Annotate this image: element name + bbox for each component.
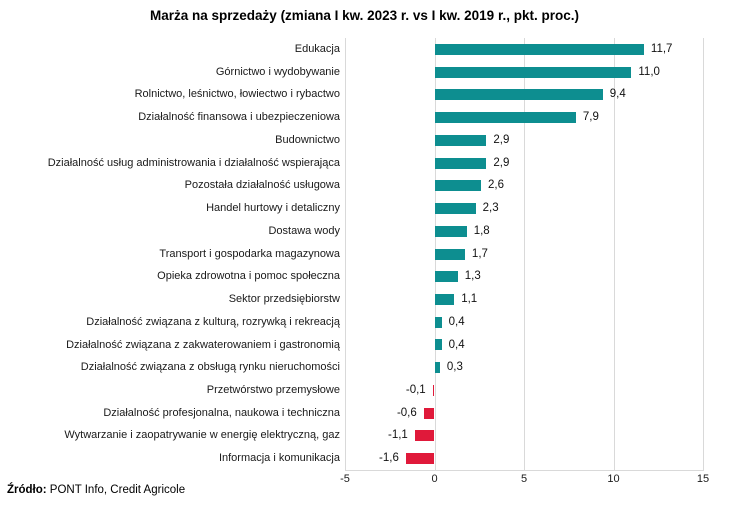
bar-cell <box>345 152 729 175</box>
value-label: -1,6 <box>379 452 399 465</box>
category-label: Informacja i komunikacja <box>218 452 340 465</box>
value-label: 0,4 <box>448 338 465 351</box>
x-tick-label: 15 <box>696 473 710 485</box>
bar-row <box>0 174 729 197</box>
bar-row <box>0 83 729 106</box>
bar-cell <box>345 129 729 152</box>
x-tick-label: 10 <box>607 473 620 485</box>
value-label: 11,0 <box>638 65 660 78</box>
x-axis-line <box>345 470 704 471</box>
bar <box>435 317 442 328</box>
value-label: 2,9 <box>493 133 510 146</box>
bar-cell <box>345 356 729 379</box>
bar-cell <box>345 243 729 266</box>
bar-cell <box>345 265 729 288</box>
value-label: 2,9 <box>493 156 510 169</box>
category-label: Działalność profesjonalna, naukowa i techniczna <box>103 406 340 419</box>
category-label: Dostawa wody <box>268 224 340 237</box>
bar-cell <box>345 311 729 334</box>
bar <box>435 44 644 55</box>
x-tick-label: 0 <box>431 473 438 485</box>
bar-row <box>0 447 729 470</box>
bar <box>424 408 435 419</box>
bar-row <box>0 38 729 61</box>
value-label: 9,4 <box>609 88 626 101</box>
bar-row <box>0 243 729 266</box>
x-tick-label: -5 <box>340 473 350 485</box>
bar-rows <box>0 38 729 470</box>
bar <box>435 158 487 169</box>
bar-cell <box>345 61 729 84</box>
value-label: 2,6 <box>488 179 505 192</box>
category-label: Górnictwo i wydobywanie <box>215 65 340 78</box>
bar-row <box>0 220 729 243</box>
chart-title: Marża na sprzedaży (zmiana I kw. 2023 r. vs I kw. 2019 r., pkt. proc.) <box>150 8 579 23</box>
bar <box>435 135 487 146</box>
bar-row <box>0 129 729 152</box>
bar <box>435 294 455 305</box>
category-label: Rolnictwo, leśnictwo, łowiectwo i rybactwo <box>134 88 340 101</box>
bar-chart <box>0 38 729 485</box>
bar-row <box>0 197 729 220</box>
bar-cell <box>345 379 729 402</box>
category-label: Edukacja <box>294 43 340 55</box>
bar-cell <box>345 174 729 197</box>
value-label: 1,1 <box>461 293 478 306</box>
bar <box>406 453 435 464</box>
source-label: Źródło: <box>7 484 47 496</box>
bar-row <box>0 356 729 379</box>
bar-cell <box>345 106 729 129</box>
bar-row <box>0 265 729 288</box>
bar-row <box>0 311 729 334</box>
source-text: PONT Info, Credit Agricole <box>46 484 186 496</box>
bar <box>435 362 440 373</box>
value-label: 1,3 <box>464 270 481 283</box>
bar-row <box>0 106 729 129</box>
bar <box>435 339 442 350</box>
category-label: Działalność finansowa i ubezpieczeniowa <box>138 111 340 124</box>
value-label: 11,7 <box>650 43 673 55</box>
bar <box>435 226 467 237</box>
bar <box>435 271 458 282</box>
x-tick-label: 5 <box>520 473 528 485</box>
bar <box>435 180 482 191</box>
bar-cell <box>345 424 729 447</box>
value-label: -0,6 <box>396 406 417 419</box>
bar-cell <box>345 83 729 106</box>
category-label: Transport i gospodarka magazynowa <box>159 247 340 260</box>
bar-row <box>0 424 729 447</box>
value-label: -1,1 <box>387 429 408 442</box>
value-label: 2,3 <box>482 202 499 215</box>
bar-row <box>0 61 729 84</box>
bar-row <box>0 379 729 402</box>
bar <box>433 385 435 396</box>
bar-row <box>0 402 729 425</box>
bar <box>435 249 465 260</box>
category-label: Działalność związana z obsługą rynku nieruchomości <box>80 361 340 374</box>
bar <box>435 67 632 78</box>
bar-row <box>0 334 729 357</box>
category-label: Wytwarzanie i zaopatrywanie w energię elektryczną, gaz <box>64 429 340 442</box>
value-label: 0,4 <box>448 315 465 328</box>
bar-cell <box>345 402 729 425</box>
category-label: Opieka zdrowotna i pomoc społeczna <box>157 270 340 283</box>
bar-cell <box>345 197 729 220</box>
category-label: Handel hurtowy i detaliczny <box>206 202 340 215</box>
value-label: 7,9 <box>582 111 599 124</box>
category-label: Budownictwo <box>275 133 340 146</box>
bar-cell <box>345 220 729 243</box>
category-label: Pozostała działalność usługowa <box>184 179 340 192</box>
bar <box>435 112 576 123</box>
category-label: Działalność związana z kulturą, rozrywką i rekreacją <box>86 315 340 328</box>
bar-cell <box>345 288 729 311</box>
category-label: Działalność związana z zakwaterowaniem i gastronomią <box>66 338 340 351</box>
bar-row <box>0 288 729 311</box>
bar-row <box>0 152 729 175</box>
bar-cell <box>345 334 729 357</box>
category-label: Przetwórstwo przemysłowe <box>206 384 340 397</box>
value-label: 1,8 <box>473 224 490 237</box>
bar <box>435 203 476 214</box>
category-label: Sektor przedsiębiorstw <box>228 293 340 306</box>
bar-cell <box>345 38 729 61</box>
bar <box>435 89 603 100</box>
value-label: -0,1 <box>405 384 426 397</box>
bar-cell <box>345 447 729 470</box>
value-label: 1,7 <box>471 247 488 260</box>
source-note <box>7 484 185 496</box>
category-label: Działalność usług administrowania i działalność wspierająca <box>47 156 340 169</box>
value-label: 0,3 <box>446 361 463 374</box>
bar <box>415 430 435 441</box>
